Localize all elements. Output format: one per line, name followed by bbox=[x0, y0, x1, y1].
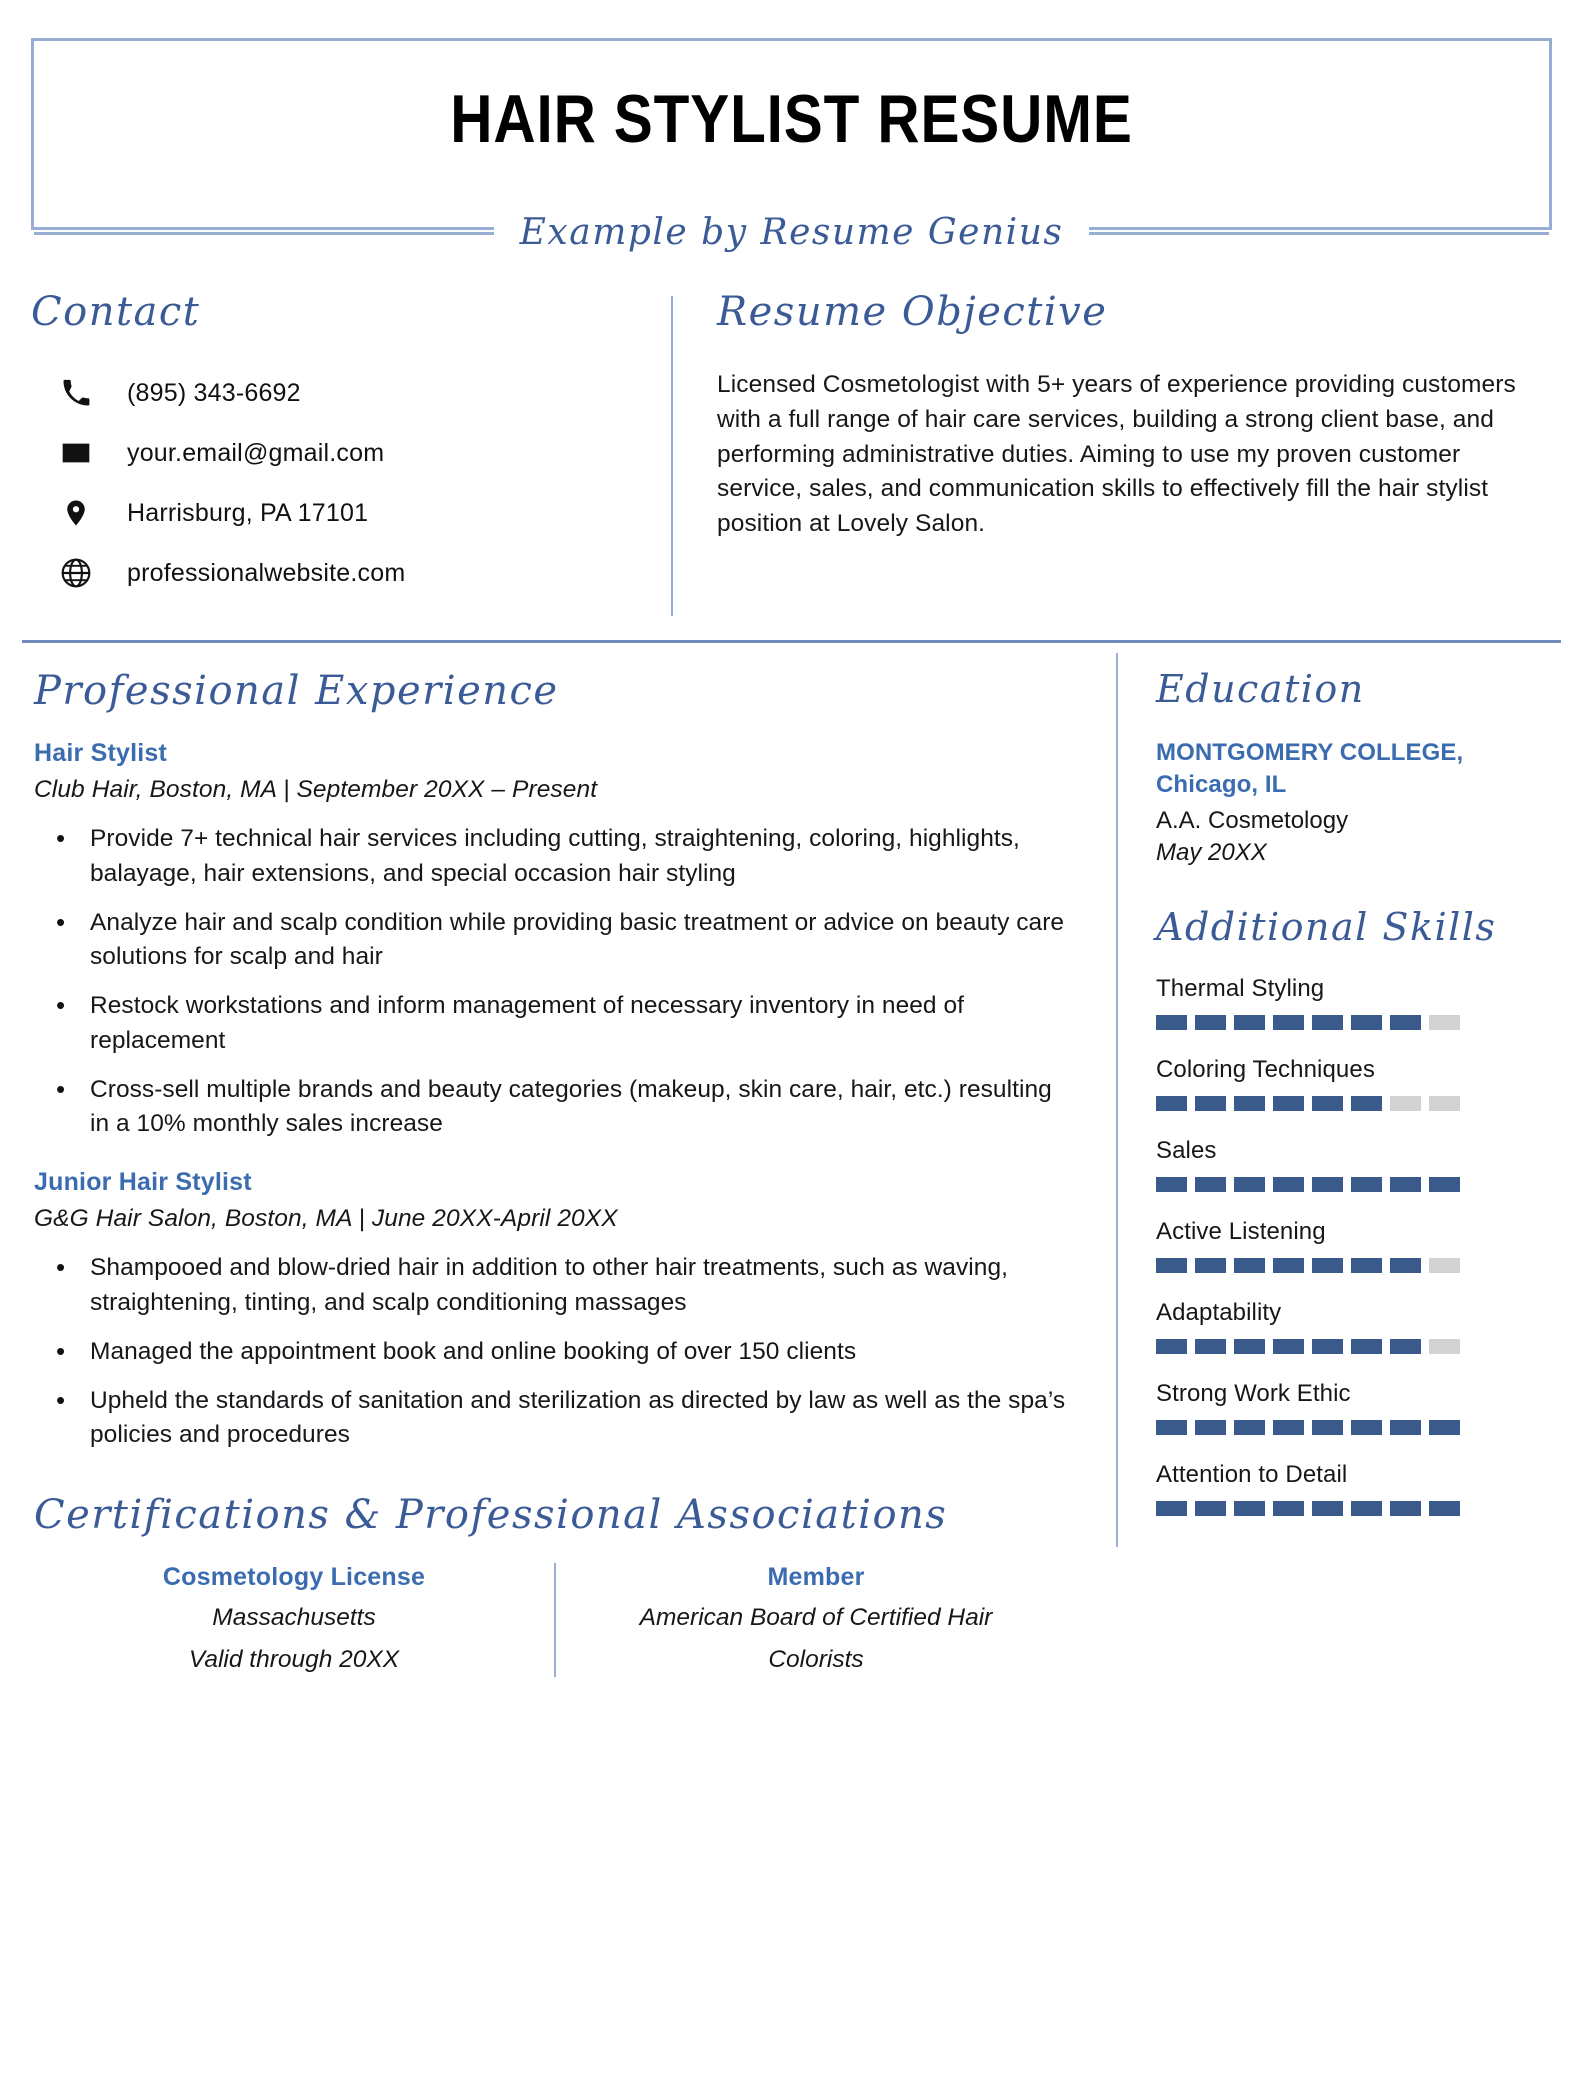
skill-segment bbox=[1429, 1096, 1460, 1111]
skills-heading: Additional Skills bbox=[1156, 905, 1497, 950]
contact-item-email[interactable] bbox=[31, 436, 635, 470]
skill-rating-bar bbox=[1156, 1096, 1551, 1111]
objective-section bbox=[673, 290, 1552, 616]
skill-segment bbox=[1156, 1015, 1187, 1030]
certification-line: Valid through 20XX bbox=[188, 1646, 400, 1674]
header-rule-right bbox=[1089, 232, 1549, 235]
skill-segment bbox=[1351, 1339, 1382, 1354]
certification-entry bbox=[556, 1563, 1076, 1677]
skill-segment bbox=[1195, 1177, 1226, 1192]
skill-label: Active Listening bbox=[1156, 1217, 1326, 1245]
skill-segment bbox=[1390, 1015, 1421, 1030]
certification-title: Cosmetology License bbox=[162, 1563, 426, 1592]
skill-segment bbox=[1273, 1420, 1304, 1435]
skill-segment bbox=[1234, 1501, 1265, 1516]
skill-segment bbox=[1390, 1096, 1421, 1111]
skill-segment bbox=[1429, 1258, 1460, 1273]
education-school: MONTGOMERY COLLEGE, Chicago, IL bbox=[1156, 738, 1464, 798]
education-degree: A.A. Cosmetology bbox=[1156, 807, 1349, 835]
skill-segment bbox=[1390, 1501, 1421, 1516]
certification-line: Massachusetts bbox=[212, 1604, 376, 1632]
skill-segment bbox=[1429, 1015, 1460, 1030]
skill-segment bbox=[1156, 1096, 1187, 1111]
skill-item bbox=[1156, 975, 1551, 1030]
job-title: Junior Hair Stylist bbox=[34, 1168, 252, 1197]
experience-job bbox=[34, 739, 1076, 1142]
skill-segment bbox=[1273, 1177, 1304, 1192]
job-title: Hair Stylist bbox=[34, 739, 168, 767]
phone-icon bbox=[53, 378, 99, 408]
skill-segment bbox=[1351, 1420, 1382, 1435]
skill-segment bbox=[1390, 1258, 1421, 1273]
skill-segment bbox=[1312, 1096, 1343, 1111]
skill-rating-bar bbox=[1156, 1015, 1551, 1030]
skill-segment bbox=[1429, 1501, 1460, 1516]
skill-label: Sales bbox=[1156, 1136, 1217, 1164]
skill-segment bbox=[1273, 1096, 1304, 1111]
skill-segment bbox=[1390, 1420, 1421, 1435]
skill-segment bbox=[1312, 1420, 1343, 1435]
contact-website-value: professionalwebsite.com bbox=[127, 558, 406, 587]
skill-segment bbox=[1312, 1015, 1343, 1030]
skill-item bbox=[1156, 1299, 1551, 1354]
skill-segment bbox=[1351, 1501, 1382, 1516]
contact-section bbox=[31, 290, 671, 616]
skill-segment bbox=[1351, 1096, 1382, 1111]
job-bullets bbox=[34, 1251, 1076, 1453]
skill-item bbox=[1156, 1218, 1551, 1273]
skill-segment bbox=[1156, 1258, 1187, 1273]
skill-segment bbox=[1429, 1339, 1460, 1354]
contact-item-website[interactable] bbox=[31, 556, 635, 590]
job-bullet: • Analyze hair and scalp condition while providing basic treatment or advice on beauty care solutions for scalp and hair bbox=[90, 906, 1076, 976]
skill-label: Adaptability bbox=[1156, 1298, 1282, 1326]
skill-segment bbox=[1312, 1177, 1343, 1192]
skill-segment bbox=[1273, 1501, 1304, 1516]
education-date: May 20XX bbox=[1156, 839, 1267, 867]
job-bullet: • Upheld the standards of sanitation and sterilization as directed by law as well as the spa’s policies and procedures bbox=[90, 1384, 1076, 1454]
skill-label: Coloring Techniques bbox=[1156, 1055, 1375, 1083]
skill-segment bbox=[1195, 1096, 1226, 1111]
skill-segment bbox=[1195, 1015, 1226, 1030]
skill-segment bbox=[1234, 1015, 1265, 1030]
top-section bbox=[31, 290, 1552, 616]
skill-segment bbox=[1351, 1258, 1382, 1273]
skill-segment bbox=[1195, 1501, 1226, 1516]
sidebar-column bbox=[1118, 643, 1561, 1677]
experience-job bbox=[34, 1168, 1076, 1453]
certifications-heading: Certifications & Professional Associations bbox=[34, 1492, 948, 1539]
skill-item bbox=[1156, 1137, 1551, 1192]
contact-phone-value: (895) 343-6692 bbox=[127, 378, 301, 407]
education-entry bbox=[1156, 737, 1551, 867]
skill-segment bbox=[1195, 1258, 1226, 1273]
skill-label: Attention to Detail bbox=[1156, 1460, 1348, 1488]
skill-rating-bar bbox=[1156, 1420, 1551, 1435]
certification-line: Colorists bbox=[768, 1646, 864, 1674]
location-pin-icon bbox=[53, 498, 99, 528]
contact-location-value: Harrisburg, PA 17101 bbox=[127, 498, 369, 527]
job-bullets bbox=[34, 822, 1076, 1142]
skill-segment bbox=[1156, 1339, 1187, 1354]
job-bullet: • Provide 7+ technical hair services including cutting, straightening, coloring, highlights, balayage, hair extensions, and special occasion hair styling bbox=[90, 822, 1076, 892]
experience-heading: Professional Experience bbox=[34, 668, 559, 714]
skill-item bbox=[1156, 1056, 1551, 1111]
skill-segment bbox=[1273, 1339, 1304, 1354]
skill-segment bbox=[1429, 1177, 1460, 1192]
skill-segment bbox=[1390, 1177, 1421, 1192]
skill-label: Thermal Styling bbox=[1156, 974, 1325, 1002]
skill-item bbox=[1156, 1461, 1551, 1516]
resume-page bbox=[0, 38, 1583, 2086]
job-meta: Club Hair, Boston, MA | September 20XX – Present bbox=[34, 776, 598, 803]
body-section bbox=[22, 643, 1561, 1677]
skill-segment bbox=[1156, 1177, 1187, 1192]
job-bullet: • Managed the appointment book and online booking of over 150 clients bbox=[90, 1335, 1076, 1370]
certification-line: American Board of Certified Hair bbox=[639, 1604, 993, 1632]
job-bullet: • Cross-sell multiple brands and beauty categories (makeup, skin care, hair, etc.) resulting in a 10% monthly sales increase bbox=[90, 1073, 1076, 1143]
experience-column bbox=[22, 643, 1116, 1677]
contact-item-location[interactable] bbox=[31, 496, 635, 530]
skill-segment bbox=[1195, 1420, 1226, 1435]
skill-segment bbox=[1351, 1177, 1382, 1192]
skill-segment bbox=[1234, 1339, 1265, 1354]
skill-segment bbox=[1234, 1177, 1265, 1192]
header-rule-left bbox=[34, 232, 494, 235]
header-subtitle: Example by Resume Genius bbox=[494, 213, 1090, 253]
contact-heading: Contact bbox=[31, 289, 201, 335]
objective-text: Licensed Cosmetologist with 5+ years of experience providing customers with a full range of hair care services, building a strong client base, and performing administrative duties. Aiming to use my proven customer service, sales, and communication skills to effectively fill the hair stylist position at Lovely Salon. bbox=[717, 371, 1516, 538]
resume-header bbox=[31, 38, 1552, 254]
skill-segment bbox=[1273, 1015, 1304, 1030]
skill-rating-bar bbox=[1156, 1258, 1551, 1273]
skill-segment bbox=[1234, 1420, 1265, 1435]
certifications-row bbox=[34, 1563, 1076, 1677]
skill-label: Strong Work Ethic bbox=[1156, 1379, 1351, 1407]
skill-rating-bar bbox=[1156, 1501, 1551, 1516]
globe-icon bbox=[53, 557, 99, 589]
skill-segment bbox=[1234, 1258, 1265, 1273]
skill-segment bbox=[1351, 1015, 1382, 1030]
certification-title: Member bbox=[767, 1563, 865, 1592]
job-bullet: • Restock workstations and inform management of necessary inventory in need of replacement bbox=[90, 989, 1076, 1059]
skill-segment bbox=[1312, 1501, 1343, 1516]
skills-list bbox=[1156, 975, 1551, 1516]
education-heading: Education bbox=[1156, 667, 1365, 711]
certification-entry bbox=[34, 1563, 554, 1677]
skill-item bbox=[1156, 1380, 1551, 1435]
job-meta: G&G Hair Salon, Boston, MA | June 20XX-April 20XX bbox=[34, 1205, 618, 1233]
skill-segment bbox=[1156, 1420, 1187, 1435]
job-bullet: • Shampooed and blow-dried hair in addition to other hair treatments, such as waving, straightening, tinting, and scalp conditioning massages bbox=[90, 1251, 1076, 1321]
skill-segment bbox=[1312, 1258, 1343, 1273]
contact-list bbox=[31, 376, 635, 590]
skill-segment bbox=[1312, 1339, 1343, 1354]
objective-heading: Resume Objective bbox=[717, 289, 1108, 335]
skill-segment bbox=[1234, 1096, 1265, 1111]
skill-segment bbox=[1156, 1501, 1187, 1516]
skill-rating-bar bbox=[1156, 1177, 1551, 1192]
page-title: HAIR STYLIST RESUME bbox=[450, 81, 1133, 157]
contact-item-phone[interactable] bbox=[31, 376, 635, 410]
skill-rating-bar bbox=[1156, 1339, 1551, 1354]
envelope-icon bbox=[53, 437, 99, 469]
contact-email-value: your.email@gmail.com bbox=[127, 438, 385, 467]
skill-segment bbox=[1273, 1258, 1304, 1273]
skill-segment bbox=[1195, 1339, 1226, 1354]
skill-segment bbox=[1429, 1420, 1460, 1435]
header-subtitle-band bbox=[34, 213, 1549, 253]
skill-segment bbox=[1390, 1339, 1421, 1354]
